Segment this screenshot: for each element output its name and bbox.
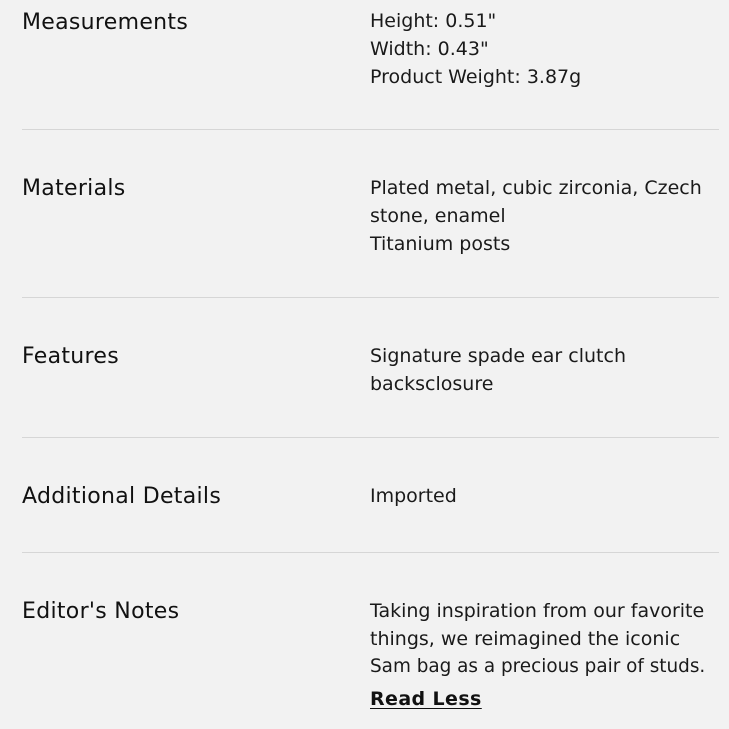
editors-notes-value (370, 597, 729, 713)
materials-row (22, 130, 719, 297)
materials-text-line-2: stone, enamel (370, 205, 506, 227)
features-text-line-2: backsclosure (370, 373, 494, 395)
height-text: Height: 0.51" (370, 10, 497, 32)
materials-label: Materials (22, 176, 126, 201)
editors-notes-line-2: things, we reimagined the iconic (370, 628, 681, 650)
materials-text-line-1: Plated metal, cubic zirconia, Czech (370, 177, 702, 199)
materials-text-line-3: Titanium posts (370, 233, 511, 255)
additional-details-label: Additional Details (22, 484, 222, 509)
editors-notes-row (22, 553, 719, 729)
additional-details-value (370, 482, 725, 510)
imported-text: Imported (370, 485, 457, 507)
measurements-label: Measurements (22, 10, 189, 35)
features-row (22, 298, 719, 437)
features-text-line-1: Signature spade ear clutch (370, 345, 626, 367)
features-value (370, 342, 725, 398)
editors-notes-line-1: Taking inspiration from our favorite (370, 600, 705, 622)
width-text: Width: 0.43" (370, 38, 489, 60)
additional-details-row (22, 438, 719, 552)
editors-notes-line-3: Sam bag as a precious pair of studs. (370, 656, 706, 677)
read-less-link[interactable]: Read Less (370, 688, 482, 710)
weight-text: Product Weight: 3.87g (370, 66, 582, 88)
materials-value (370, 174, 725, 258)
editors-notes-label: Editor's Notes (22, 599, 180, 624)
measurements-value (370, 7, 725, 91)
measurements-row (22, 0, 719, 130)
features-label: Features (22, 344, 119, 369)
